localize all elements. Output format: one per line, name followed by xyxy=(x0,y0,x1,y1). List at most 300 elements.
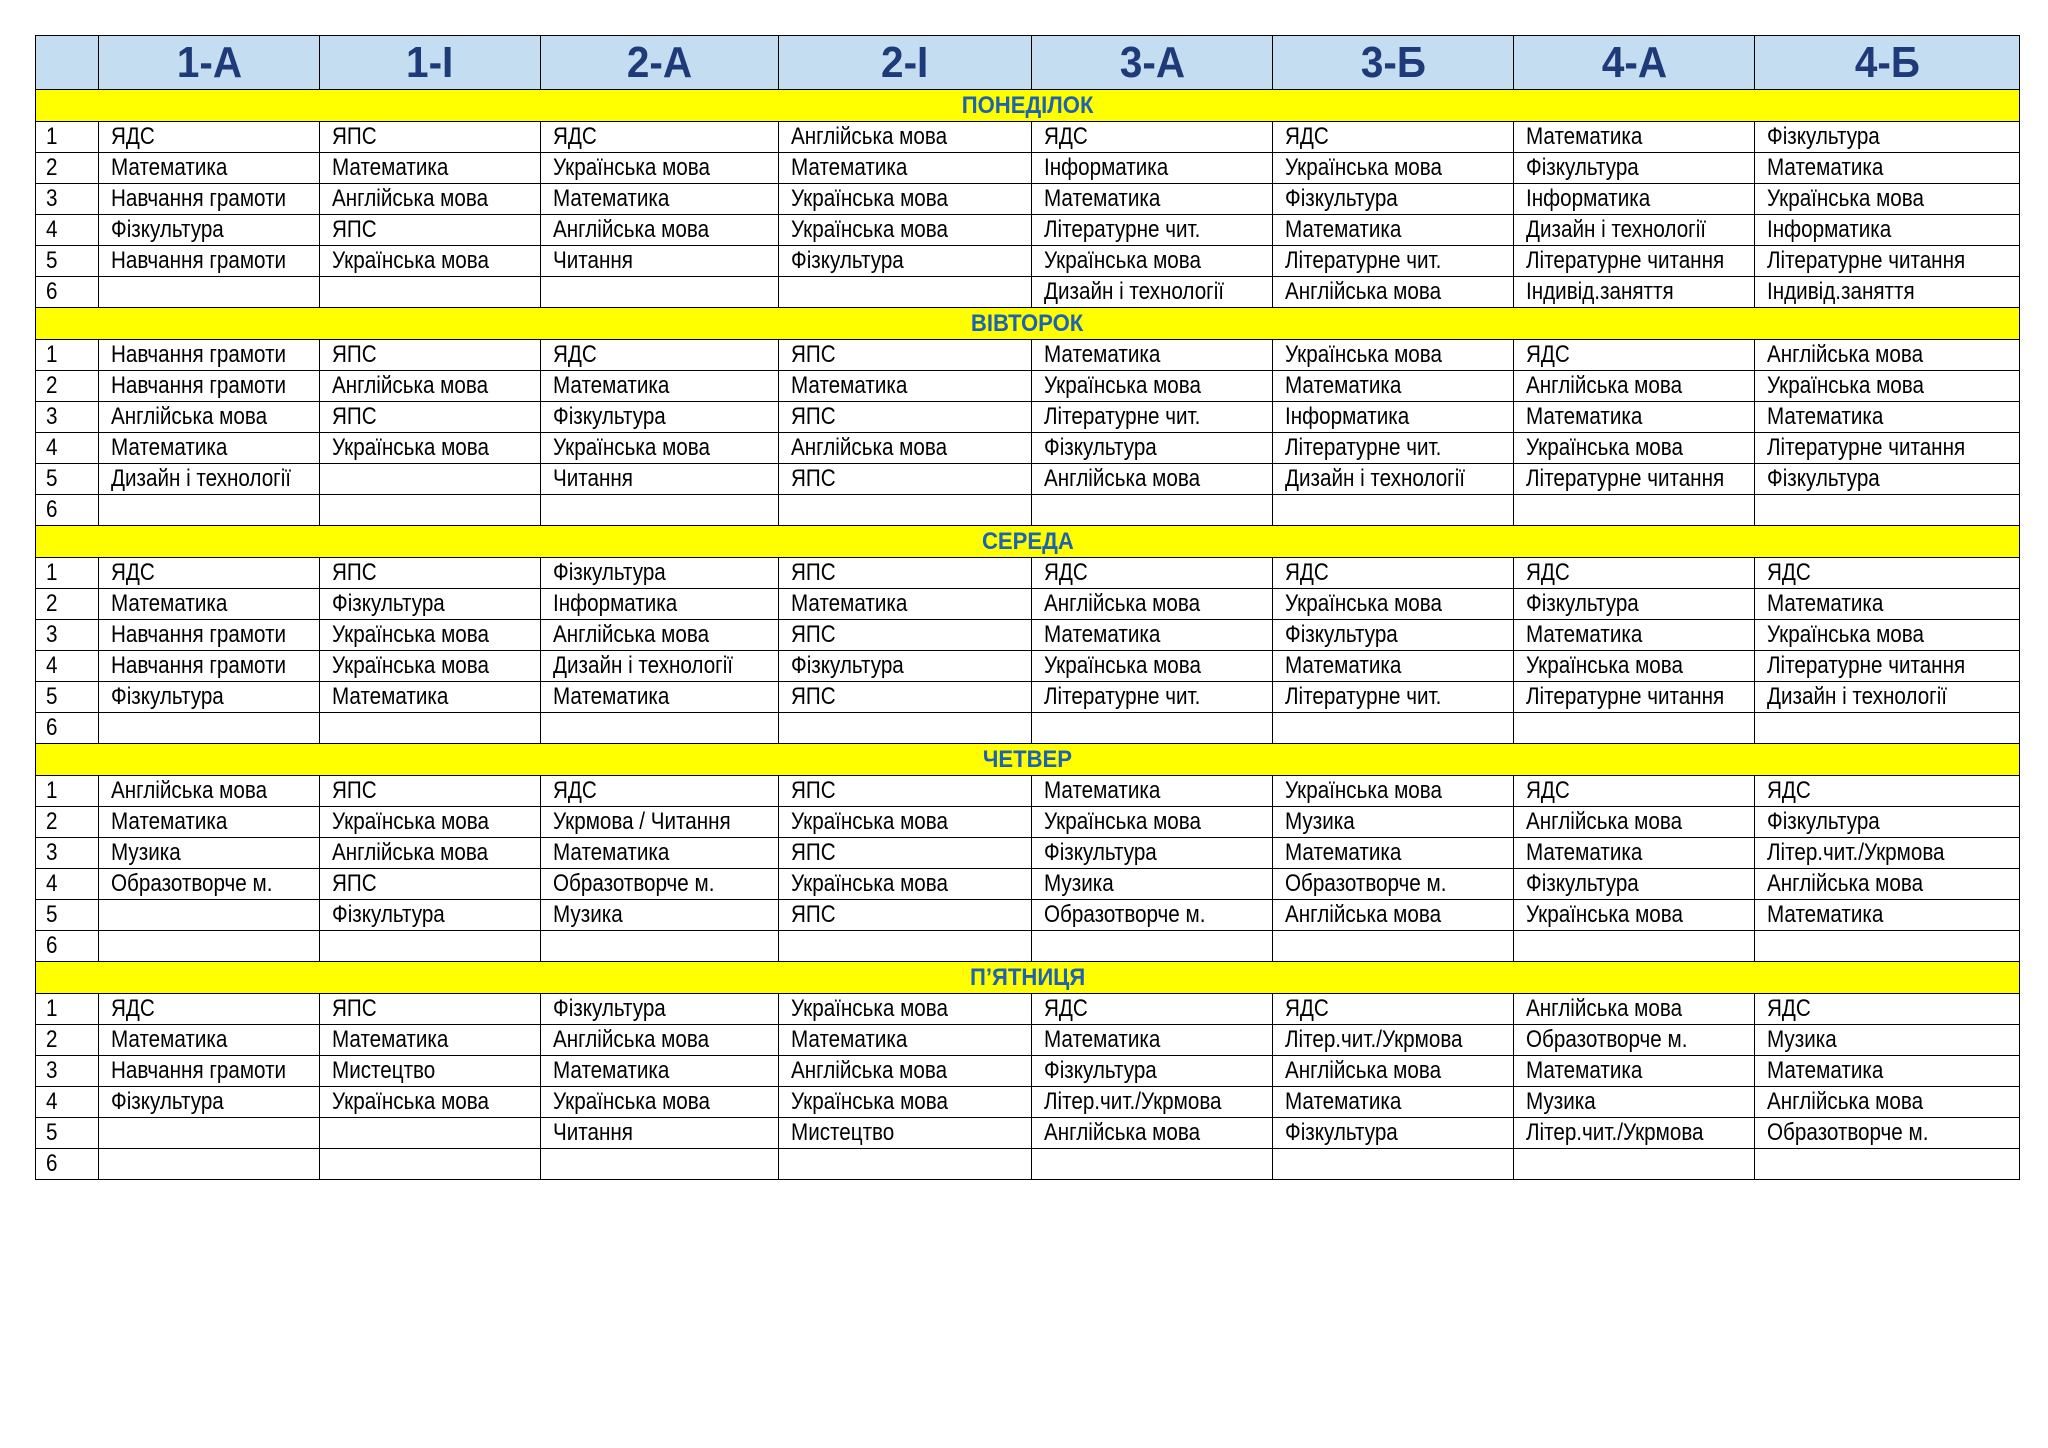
subject-cell: Навчання грамоти xyxy=(99,340,320,371)
subject-cell: Математика xyxy=(1032,1025,1273,1056)
subject-cell: Англійська мова xyxy=(541,215,779,246)
subject-cell: Математика xyxy=(1755,153,2020,184)
lesson-row xyxy=(36,620,2020,651)
day-name: СЕРЕДА xyxy=(36,526,2020,558)
subject-cell xyxy=(320,277,541,308)
lesson-row xyxy=(36,807,2020,838)
subject-cell: Інформатика xyxy=(1032,153,1273,184)
subject-cell: Фізкультура xyxy=(541,402,779,433)
lesson-row xyxy=(36,713,2020,744)
subject-cell: ЯДС xyxy=(541,122,779,153)
subject-cell: Літературне чит. xyxy=(1273,246,1514,277)
subject-cell: Фізкультура xyxy=(1032,433,1273,464)
subject-cell: Українська мова xyxy=(779,869,1032,900)
subject-cell xyxy=(779,277,1032,308)
class-header: 4-А xyxy=(1514,36,1755,90)
subject-cell: Фізкультура xyxy=(99,215,320,246)
lesson-row xyxy=(36,558,2020,589)
subject-cell: Математика xyxy=(1514,1056,1755,1087)
subject-cell: Фізкультура xyxy=(541,558,779,589)
subject-cell: Фізкультура xyxy=(779,246,1032,277)
subject-cell: ЯДС xyxy=(1755,558,2020,589)
subject-cell: ЯПС xyxy=(320,776,541,807)
subject-cell: Англійська мова xyxy=(320,838,541,869)
subject-cell: ЯДС xyxy=(99,122,320,153)
subject-cell: Фізкультура xyxy=(99,682,320,713)
subject-cell: Англійська мова xyxy=(1514,807,1755,838)
subject-cell: Математика xyxy=(320,682,541,713)
lesson-row xyxy=(36,495,2020,526)
subject-cell: Українська мова xyxy=(1755,184,2020,215)
subject-cell: Музика xyxy=(541,900,779,931)
subject-cell: Українська мова xyxy=(1273,589,1514,620)
subject-cell xyxy=(541,931,779,962)
subject-cell: ЯДС xyxy=(99,558,320,589)
subject-cell: Образотворче м. xyxy=(1514,1025,1755,1056)
subject-cell: ЯДС xyxy=(1273,558,1514,589)
subject-cell: Індивід.заняття xyxy=(1755,277,2020,308)
subject-cell: ЯДС xyxy=(1273,122,1514,153)
lesson-number: 1 xyxy=(36,340,99,371)
subject-cell xyxy=(320,713,541,744)
subject-cell: Інформатика xyxy=(541,589,779,620)
subject-cell: ЯПС xyxy=(320,122,541,153)
subject-cell: Математика xyxy=(541,682,779,713)
lesson-row xyxy=(36,682,2020,713)
header-corner-cell xyxy=(36,36,99,90)
subject-cell: ЯДС xyxy=(1755,994,2020,1025)
lesson-number: 4 xyxy=(36,215,99,246)
subject-cell xyxy=(320,464,541,495)
subject-cell: Музика xyxy=(1514,1087,1755,1118)
subject-cell: Літер.чит./Укрмова xyxy=(1514,1118,1755,1149)
subject-cell xyxy=(779,1149,1032,1180)
lesson-row xyxy=(36,340,2020,371)
subject-cell: ЯПС xyxy=(779,620,1032,651)
subject-cell: Інформатика xyxy=(1273,402,1514,433)
subject-cell: Математика xyxy=(1755,589,2020,620)
subject-cell: ЯДС xyxy=(1273,994,1514,1025)
subject-cell: Українська мова xyxy=(1755,620,2020,651)
subject-cell: ЯПС xyxy=(779,340,1032,371)
subject-cell: ЯДС xyxy=(1514,558,1755,589)
lesson-row xyxy=(36,994,2020,1025)
subject-cell: Англійська мова xyxy=(541,1025,779,1056)
subject-cell: Музика xyxy=(1273,807,1514,838)
subject-cell: ЯДС xyxy=(1755,776,2020,807)
subject-cell: Літературне читання xyxy=(1755,433,2020,464)
subject-cell: ЯДС xyxy=(541,776,779,807)
subject-cell xyxy=(541,713,779,744)
lesson-number: 6 xyxy=(36,495,99,526)
subject-cell: Англійська мова xyxy=(779,122,1032,153)
subject-cell: Українська мова xyxy=(320,620,541,651)
day-header-row xyxy=(36,90,2020,122)
lesson-row xyxy=(36,1056,2020,1087)
subject-cell: Фізкультура xyxy=(1755,122,2020,153)
subject-cell xyxy=(1514,713,1755,744)
class-header: 2-І xyxy=(779,36,1032,90)
day-name: ЧЕТВЕР xyxy=(36,744,2020,776)
lesson-number: 3 xyxy=(36,1056,99,1087)
subject-cell: Музика xyxy=(99,838,320,869)
subject-cell: Українська мова xyxy=(1514,433,1755,464)
lesson-number: 2 xyxy=(36,589,99,620)
subject-cell: Навчання грамоти xyxy=(99,371,320,402)
lesson-row xyxy=(36,931,2020,962)
lesson-number: 3 xyxy=(36,402,99,433)
lesson-number: 4 xyxy=(36,433,99,464)
subject-cell: Фізкультура xyxy=(1755,807,2020,838)
lesson-row xyxy=(36,122,2020,153)
subject-cell: Англійська мова xyxy=(99,776,320,807)
subject-cell: ЯПС xyxy=(779,402,1032,433)
subject-cell xyxy=(779,495,1032,526)
lesson-number: 5 xyxy=(36,900,99,931)
lesson-row xyxy=(36,900,2020,931)
lesson-row xyxy=(36,1025,2020,1056)
subject-cell: Математика xyxy=(1755,900,2020,931)
subject-cell xyxy=(1514,931,1755,962)
subject-cell: Літер.чит./Укрмова xyxy=(1032,1087,1273,1118)
lesson-row xyxy=(36,464,2020,495)
day-header-row xyxy=(36,526,2020,558)
class-header: 1-І xyxy=(320,36,541,90)
subject-cell: Українська мова xyxy=(1032,246,1273,277)
subject-cell: Читання xyxy=(541,464,779,495)
subject-cell xyxy=(1755,713,2020,744)
subject-cell: Образотворче м. xyxy=(541,869,779,900)
subject-cell: Читання xyxy=(541,246,779,277)
subject-cell: Українська мова xyxy=(541,153,779,184)
subject-cell: Музика xyxy=(1755,1025,2020,1056)
subject-cell xyxy=(1514,1149,1755,1180)
lesson-row xyxy=(36,776,2020,807)
lesson-row xyxy=(36,433,2020,464)
subject-cell xyxy=(1755,931,2020,962)
lesson-row xyxy=(36,838,2020,869)
subject-cell xyxy=(1273,1149,1514,1180)
subject-cell: Математика xyxy=(1273,651,1514,682)
subject-cell xyxy=(320,1149,541,1180)
subject-cell: Літературне чит. xyxy=(1032,215,1273,246)
lesson-number: 4 xyxy=(36,651,99,682)
subject-cell: Літературне чит. xyxy=(1273,682,1514,713)
subject-cell: Математика xyxy=(99,1025,320,1056)
subject-cell: Математика xyxy=(99,589,320,620)
subject-cell xyxy=(99,713,320,744)
subject-cell: Українська мова xyxy=(779,994,1032,1025)
subject-cell xyxy=(99,277,320,308)
subject-cell: Англійська мова xyxy=(1755,1087,2020,1118)
subject-cell: ЯПС xyxy=(779,682,1032,713)
subject-cell: Математика xyxy=(1755,1056,2020,1087)
lesson-number: 2 xyxy=(36,807,99,838)
subject-cell: Українська мова xyxy=(1514,900,1755,931)
subject-cell: Фізкультура xyxy=(320,589,541,620)
subject-cell xyxy=(99,900,320,931)
lesson-number: 6 xyxy=(36,931,99,962)
schedule-body xyxy=(36,90,2020,1180)
subject-cell: ЯПС xyxy=(779,900,1032,931)
subject-cell: Математика xyxy=(99,433,320,464)
day-header-row xyxy=(36,744,2020,776)
subject-cell: Фізкультура xyxy=(1514,589,1755,620)
subject-cell: Українська мова xyxy=(779,215,1032,246)
subject-cell: Українська мова xyxy=(1273,153,1514,184)
class-header: 4-Б xyxy=(1755,36,2020,90)
subject-cell: Літературне чит. xyxy=(1273,433,1514,464)
subject-cell: ЯПС xyxy=(320,340,541,371)
subject-cell: ЯДС xyxy=(1032,122,1273,153)
subject-cell: Фізкультура xyxy=(1273,184,1514,215)
subject-cell: ЯПС xyxy=(320,869,541,900)
lesson-number: 4 xyxy=(36,869,99,900)
subject-cell xyxy=(99,495,320,526)
subject-cell: Українська мова xyxy=(320,651,541,682)
subject-cell: Математика xyxy=(1273,838,1514,869)
subject-cell: Українська мова xyxy=(320,807,541,838)
subject-cell: Українська мова xyxy=(1273,776,1514,807)
day-name: ПОНЕДІЛОК xyxy=(36,90,2020,122)
subject-cell: Англійська мова xyxy=(1514,994,1755,1025)
subject-cell xyxy=(1755,1149,2020,1180)
subject-cell: Фізкультура xyxy=(1273,620,1514,651)
subject-cell xyxy=(1273,495,1514,526)
lesson-row xyxy=(36,153,2020,184)
subject-cell: Українська мова xyxy=(320,246,541,277)
subject-cell: ЯДС xyxy=(541,340,779,371)
lesson-number: 5 xyxy=(36,682,99,713)
subject-cell: Мистецтво xyxy=(320,1056,541,1087)
lesson-number: 2 xyxy=(36,153,99,184)
subject-cell: Українська мова xyxy=(320,1087,541,1118)
subject-cell: Літературне чит. xyxy=(1032,402,1273,433)
subject-cell: Фізкультура xyxy=(541,994,779,1025)
subject-cell xyxy=(541,1149,779,1180)
subject-cell xyxy=(1032,931,1273,962)
subject-cell: Математика xyxy=(541,184,779,215)
subject-cell: Українська мова xyxy=(541,1087,779,1118)
subject-cell: Англійська мова xyxy=(1273,900,1514,931)
subject-cell xyxy=(779,713,1032,744)
lesson-row xyxy=(36,402,2020,433)
subject-cell: Англійська мова xyxy=(1032,589,1273,620)
subject-cell: Математика xyxy=(541,371,779,402)
subject-cell: Українська мова xyxy=(1032,807,1273,838)
subject-cell: ЯДС xyxy=(1514,776,1755,807)
subject-cell xyxy=(99,931,320,962)
subject-cell: ЯПС xyxy=(320,558,541,589)
subject-cell: Англійська мова xyxy=(1032,464,1273,495)
subject-cell xyxy=(779,931,1032,962)
subject-cell: Індивід.заняття xyxy=(1514,277,1755,308)
subject-cell: Англійська мова xyxy=(320,184,541,215)
subject-cell: ЯПС xyxy=(779,838,1032,869)
class-header: 1-А xyxy=(99,36,320,90)
subject-cell: Математика xyxy=(1514,620,1755,651)
day-header-row xyxy=(36,962,2020,994)
subject-cell: Українська мова xyxy=(1755,371,2020,402)
subject-cell: Українська мова xyxy=(779,184,1032,215)
lesson-number: 1 xyxy=(36,994,99,1025)
subject-cell: ЯПС xyxy=(320,402,541,433)
lesson-number: 6 xyxy=(36,1149,99,1180)
lesson-row xyxy=(36,371,2020,402)
subject-cell: Математика xyxy=(779,371,1032,402)
header-row xyxy=(36,36,2020,90)
subject-cell: Англійська мова xyxy=(320,371,541,402)
subject-cell: Математика xyxy=(1032,184,1273,215)
subject-cell: Фізкультура xyxy=(1273,1118,1514,1149)
subject-cell: ЯДС xyxy=(99,994,320,1025)
lesson-row xyxy=(36,277,2020,308)
subject-cell: Математика xyxy=(1273,371,1514,402)
subject-cell: Математика xyxy=(1032,620,1273,651)
subject-cell: Фізкультура xyxy=(99,1087,320,1118)
subject-cell: Математика xyxy=(1755,402,2020,433)
subject-cell: Математика xyxy=(779,1025,1032,1056)
subject-cell xyxy=(320,495,541,526)
lesson-number: 2 xyxy=(36,1025,99,1056)
subject-cell: Українська мова xyxy=(1273,340,1514,371)
subject-cell: Інформатика xyxy=(1755,215,2020,246)
subject-cell: Літературне читання xyxy=(1755,246,2020,277)
subject-cell: Математика xyxy=(1032,776,1273,807)
subject-cell: Літературне чит. xyxy=(1032,682,1273,713)
subject-cell: Математика xyxy=(1514,838,1755,869)
lesson-number: 4 xyxy=(36,1087,99,1118)
lesson-row xyxy=(36,246,2020,277)
subject-cell: Фізкультура xyxy=(1032,838,1273,869)
subject-cell: Дизайн і технології xyxy=(1755,682,2020,713)
subject-cell: Українська мова xyxy=(1032,371,1273,402)
subject-cell: Українська мова xyxy=(779,1087,1032,1118)
lesson-number: 2 xyxy=(36,371,99,402)
lesson-number: 3 xyxy=(36,184,99,215)
subject-cell: ЯПС xyxy=(779,776,1032,807)
subject-cell: Навчання грамоти xyxy=(99,651,320,682)
subject-cell: Укрмова / Читання xyxy=(541,807,779,838)
subject-cell: Навчання грамоти xyxy=(99,184,320,215)
subject-cell xyxy=(1273,713,1514,744)
subject-cell: Англійська мова xyxy=(1273,277,1514,308)
subject-cell xyxy=(320,931,541,962)
subject-cell xyxy=(1755,495,2020,526)
lesson-row xyxy=(36,1087,2020,1118)
lesson-number: 5 xyxy=(36,246,99,277)
subject-cell: Математика xyxy=(1514,122,1755,153)
subject-cell: ЯПС xyxy=(779,558,1032,589)
subject-cell: Образотворче м. xyxy=(1273,869,1514,900)
subject-cell xyxy=(541,495,779,526)
lesson-row xyxy=(36,215,2020,246)
lesson-number: 1 xyxy=(36,776,99,807)
subject-cell xyxy=(1273,931,1514,962)
subject-cell: ЯДС xyxy=(1514,340,1755,371)
class-header: 3-Б xyxy=(1273,36,1514,90)
subject-cell xyxy=(541,277,779,308)
subject-cell: Інформатика xyxy=(1514,184,1755,215)
subject-cell: Математика xyxy=(1273,1087,1514,1118)
lesson-number: 3 xyxy=(36,838,99,869)
subject-cell: Англійська мова xyxy=(1032,1118,1273,1149)
subject-cell: Літературне читання xyxy=(1514,464,1755,495)
day-name: ВІВТОРОК xyxy=(36,308,2020,340)
subject-cell xyxy=(99,1118,320,1149)
lesson-row xyxy=(36,184,2020,215)
schedule-table xyxy=(35,35,2020,1180)
subject-cell: Фізкультура xyxy=(320,900,541,931)
subject-cell: ЯДС xyxy=(1032,558,1273,589)
subject-cell: Математика xyxy=(1273,215,1514,246)
subject-cell xyxy=(99,1149,320,1180)
subject-cell: Дизайн і технології xyxy=(1273,464,1514,495)
subject-cell: Англійська мова xyxy=(1514,371,1755,402)
subject-cell: Дизайн і технології xyxy=(1514,215,1755,246)
subject-cell: Образотворче м. xyxy=(1755,1118,2020,1149)
subject-cell: Літер.чит./Укрмова xyxy=(1273,1025,1514,1056)
subject-cell: Навчання грамоти xyxy=(99,1056,320,1087)
subject-cell: Дизайн і технології xyxy=(99,464,320,495)
subject-cell: Українська мова xyxy=(779,807,1032,838)
subject-cell: Навчання грамоти xyxy=(99,620,320,651)
lesson-row xyxy=(36,1118,2020,1149)
subject-cell: Математика xyxy=(1032,340,1273,371)
subject-cell xyxy=(1032,1149,1273,1180)
subject-cell: Українська мова xyxy=(1032,651,1273,682)
subject-cell: Фізкультура xyxy=(1755,464,2020,495)
class-header: 2-А xyxy=(541,36,779,90)
subject-cell: Літературне читання xyxy=(1755,651,2020,682)
subject-cell xyxy=(320,1118,541,1149)
subject-cell: Музика xyxy=(1032,869,1273,900)
subject-cell: Математика xyxy=(1514,402,1755,433)
lesson-number: 3 xyxy=(36,620,99,651)
subject-cell: Англійська мова xyxy=(541,620,779,651)
subject-cell: Читання xyxy=(541,1118,779,1149)
subject-cell xyxy=(1032,495,1273,526)
lesson-number: 1 xyxy=(36,122,99,153)
subject-cell: Мистецтво xyxy=(779,1118,1032,1149)
subject-cell: Математика xyxy=(99,807,320,838)
day-name: П’ЯТНИЦЯ xyxy=(36,962,2020,994)
subject-cell: Образотворче м. xyxy=(1032,900,1273,931)
subject-cell: Літературне читання xyxy=(1514,682,1755,713)
subject-cell: Фізкультура xyxy=(1514,869,1755,900)
subject-cell: Українська мова xyxy=(320,433,541,464)
subject-cell: Фізкультура xyxy=(779,651,1032,682)
lesson-row xyxy=(36,651,2020,682)
subject-cell: Дизайн і технології xyxy=(1032,277,1273,308)
subject-cell: ЯПС xyxy=(779,464,1032,495)
lesson-number: 6 xyxy=(36,277,99,308)
lesson-row xyxy=(36,869,2020,900)
subject-cell xyxy=(1032,713,1273,744)
day-header-row xyxy=(36,308,2020,340)
subject-cell: Математика xyxy=(320,153,541,184)
subject-cell: Математика xyxy=(320,1025,541,1056)
subject-cell: Образотворче м. xyxy=(99,869,320,900)
subject-cell: Фізкультура xyxy=(1032,1056,1273,1087)
subject-cell: Математика xyxy=(779,589,1032,620)
subject-cell: Математика xyxy=(99,153,320,184)
subject-cell: Математика xyxy=(779,153,1032,184)
subject-cell: Фізкультура xyxy=(1514,153,1755,184)
subject-cell: Англійська мова xyxy=(779,433,1032,464)
subject-cell: Англійська мова xyxy=(1755,340,2020,371)
subject-cell: Навчання грамоти xyxy=(99,246,320,277)
